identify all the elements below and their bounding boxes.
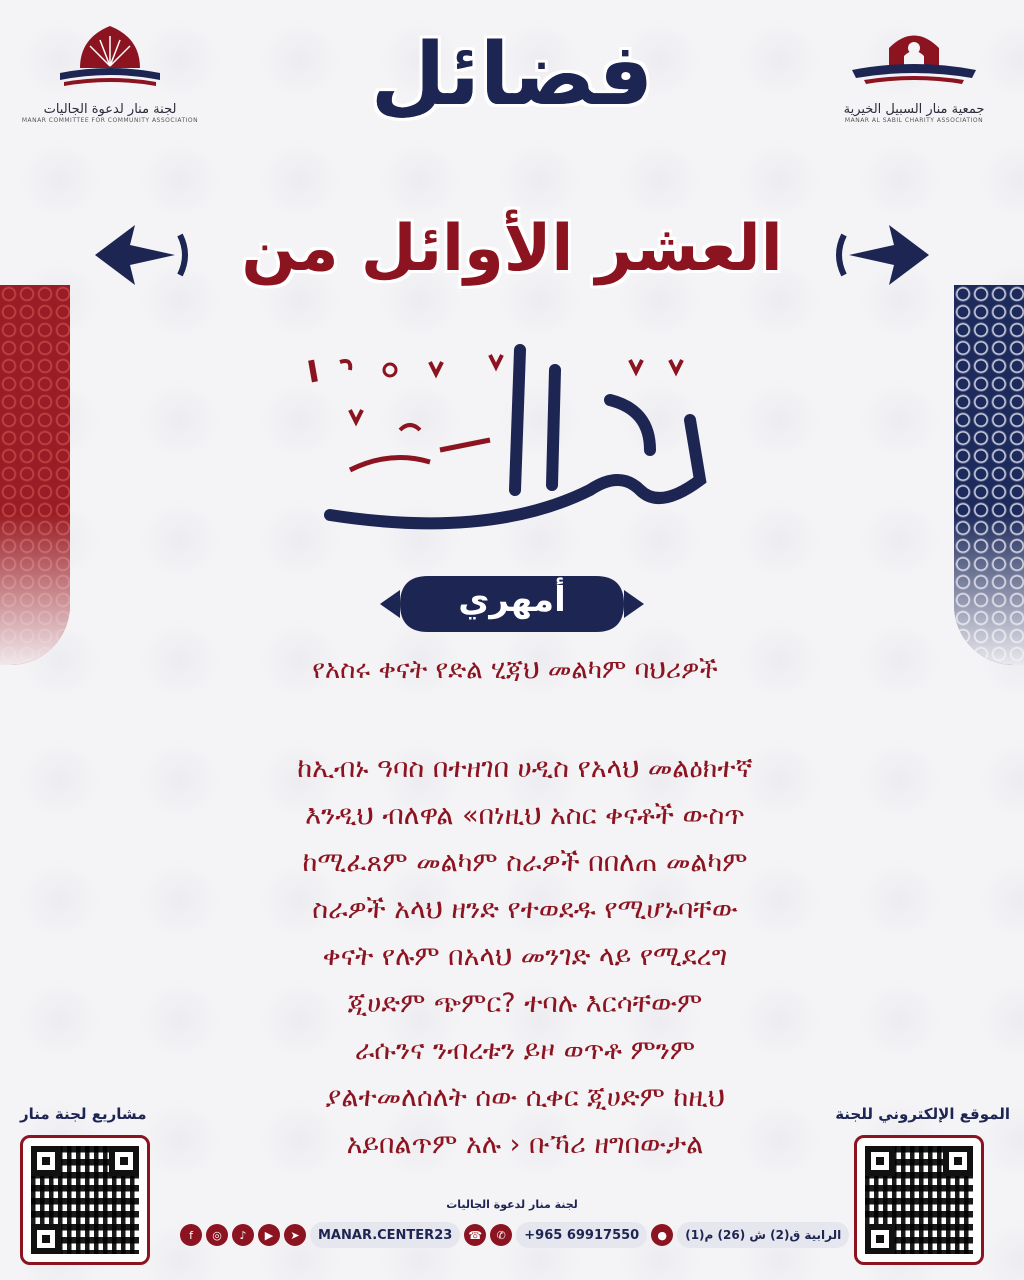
hadith-line: አይበልጥም አሉ › ቡኻሪ ዘግበውታል [346,1129,704,1160]
left-ornament-panel [0,285,70,665]
hadith-line: ራሱንና ንብረቱን ይዞ ወጥቶ ምንም [354,1035,696,1066]
phone-icon: ☎ [464,1224,486,1246]
qr-finder [943,1146,973,1176]
website-qr-label: الموقع الإلكتروني للجنة [835,1105,1010,1123]
poster-title: فضائل [370,25,654,125]
hadith-line: ያልተመለሰለት ሰው ሲቀር ጂሀድም ከዚህ [325,1082,725,1113]
title-banner [95,200,929,310]
whatsapp-icon: ✆ [490,1224,512,1246]
projects-qr-label: مشاريع لجنة منار [20,1105,147,1123]
youtube-icon[interactable]: ▶ [258,1224,280,1246]
contact-footer [180,1218,845,1252]
qr-finder [31,1224,61,1254]
instagram-icon[interactable]: ◎ [206,1224,228,1246]
qr-finder [865,1146,895,1176]
footer-organization: لجنة منار لدعوة الجاليات [446,1198,578,1211]
qr-finder [865,1224,895,1254]
committee-name: لجنة منار لدعوة الجاليات [43,102,177,117]
charity-name: جمعية منار السبيل الخيرية [843,102,985,117]
hadith-line: ጂሀድም ጭምር? ተባሉ እርሳቸውም [347,988,703,1019]
facebook-icon[interactable]: f [180,1224,202,1246]
phone-number[interactable]: +965 69917550 [516,1222,647,1248]
dhul-hijjah-calligraphy [290,340,730,540]
social-handle[interactable]: MANAR.CENTER23 [310,1222,460,1248]
committee-subtitle: MANAR COMMITTEE FOR COMMUNITY ASSOCIATION [21,117,199,124]
language-label: أمهري [458,580,566,620]
location-pin-icon: ● [651,1224,673,1246]
section-subtitle: የአስሩ ቀናት የድል ሂጃህ መልካም ባህሪዎች [312,655,718,685]
hadith-text [180,745,870,1168]
banner-heading: العشر الأوائل من [241,212,783,286]
hadith-line: እንዲህ ብለዋል «በነዚህ አስር ቀናቶች ውስጥ [305,800,745,831]
qr-finder [31,1146,61,1176]
hadith-line: ከኢብኑ ዓባስ በተዘገበ ሀዲስ የአላህ መልዕክተኛ [297,753,753,784]
language-badge [380,570,644,638]
hadith-line: ከሚፈጸም መልካም ስራዎች በበለጠ መልካም [302,847,748,878]
tiktok-icon[interactable]: ♪ [232,1224,254,1246]
hadith-line: ቀናት የሉም በአላህ መንገድ ላይ የሚደረግ [322,941,728,972]
qr-finder [109,1146,139,1176]
address-text: الرابية ق(2) ش (26) م(1) [677,1222,849,1248]
right-ornament-panel [954,285,1024,665]
telegram-icon[interactable]: ➤ [284,1224,306,1246]
hadith-line: ስራዎች አላህ ዘንድ የተወደዱ የሚሆኑባቸው [312,894,738,925]
charity-subtitle: MANAR AL SABIL CHARITY ASSOCIATION [844,117,984,124]
